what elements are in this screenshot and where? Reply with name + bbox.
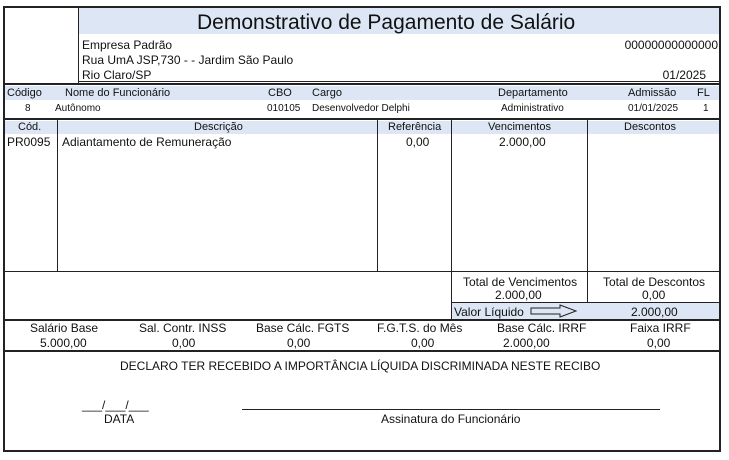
items-col-vencimentos: Vencimentos xyxy=(488,121,551,133)
employee-cbo: 010105 xyxy=(267,103,301,114)
col-departamento: Departamento xyxy=(498,87,568,99)
salario-base-value: 5.000,00 xyxy=(40,336,87,350)
item-vencimentos: 2.000,00 xyxy=(499,135,546,149)
header-logo-divider xyxy=(78,8,79,83)
employee-fl: 1 xyxy=(703,103,709,114)
company-address: Rua UmA JSP,730 - - Jardim São Paulo xyxy=(82,53,294,67)
employee-nome: Autônomo xyxy=(55,103,101,114)
items-bottom-line xyxy=(4,271,720,272)
col-admissao: Admissão xyxy=(628,87,677,99)
bases-bottom-line xyxy=(4,350,720,352)
company-cnpj: 00000000000000 xyxy=(624,38,718,52)
items-divider-4 xyxy=(587,120,588,320)
fgts-mes-value: 0,00 xyxy=(411,336,435,350)
col-codigo: Código xyxy=(7,87,42,99)
employee-cargo: Desenvolvedor Delphi xyxy=(312,103,410,114)
items-col-cod: Cód. xyxy=(18,121,42,133)
faixa-irrf-value: 0,00 xyxy=(647,336,671,350)
sal-contr-inss-value: 0,00 xyxy=(172,336,196,350)
items-divider-1 xyxy=(57,120,58,272)
col-cargo: Cargo xyxy=(312,87,342,99)
total-vencimentos-value: 2.000,00 xyxy=(495,288,542,302)
items-col-descontos: Descontos xyxy=(624,121,676,133)
col-nome: Nome do Funcionário xyxy=(65,87,171,99)
col-fl: FL xyxy=(697,87,710,99)
arrow-right-icon xyxy=(530,304,578,318)
pay-period: 01/2025 xyxy=(662,68,706,82)
page-title: Demonstrativo de Pagamento de Salário xyxy=(197,11,576,34)
employee-separator xyxy=(4,118,720,120)
employee-admissao: 01/01/2025 xyxy=(628,103,679,114)
total-descontos-value: 0,00 xyxy=(642,288,666,302)
employee-codigo: 8 xyxy=(25,103,31,114)
total-descontos-label: Total de Descontos xyxy=(603,275,706,289)
item-referencia: 0,00 xyxy=(406,135,430,149)
sal-contr-inss-label: Sal. Contr. INSS xyxy=(139,321,227,335)
company-city: Rio Claro/SP xyxy=(82,68,152,82)
signature-line xyxy=(242,409,660,410)
date-label: DATA xyxy=(104,412,135,426)
salario-base-label: Salário Base xyxy=(30,321,99,335)
header-separator xyxy=(4,83,720,85)
city-underline xyxy=(79,81,719,82)
items-divider-2 xyxy=(377,120,378,272)
declaration-text: DECLARO TER RECEBIDO A IMPORTÂNCIA LÍQUIDA DISCRIMINADA NESTE RECIBO xyxy=(120,359,601,373)
valor-liquido-value: 2.000,00 xyxy=(631,305,678,319)
signature-label: Assinatura do Funcionário xyxy=(381,412,521,426)
items-header-band xyxy=(5,121,719,134)
fgts-mes-label: F.G.T.S. do Mês xyxy=(377,321,463,335)
items-divider-3 xyxy=(451,120,452,320)
col-cbo: CBO xyxy=(268,87,292,99)
item-cod: PR0095 xyxy=(7,135,51,149)
items-col-descricao: Descrição xyxy=(194,121,243,133)
faixa-irrf-label: Faixa IRRF xyxy=(630,321,691,335)
date-blank: ___/___/___ xyxy=(82,398,149,412)
base-calc-irrf-label: Base Cálc. IRRF xyxy=(497,321,587,335)
item-descricao: Adiantamento de Remuneração xyxy=(62,135,232,149)
totals-bottom-line xyxy=(4,319,720,321)
base-calc-fgts-label: Base Cálc. FGTS xyxy=(256,321,350,335)
base-calc-fgts-value: 0,00 xyxy=(287,336,311,350)
total-vencimentos-label: Total de Vencimentos xyxy=(463,275,578,289)
valor-liquido-label: Valor Líquido xyxy=(454,305,524,319)
company-name: Empresa Padrão xyxy=(82,38,173,52)
items-col-referencia: Referência xyxy=(388,121,442,133)
base-calc-irrf-value: 2.000,00 xyxy=(503,336,550,350)
employee-departamento: Administrativo xyxy=(501,103,564,114)
